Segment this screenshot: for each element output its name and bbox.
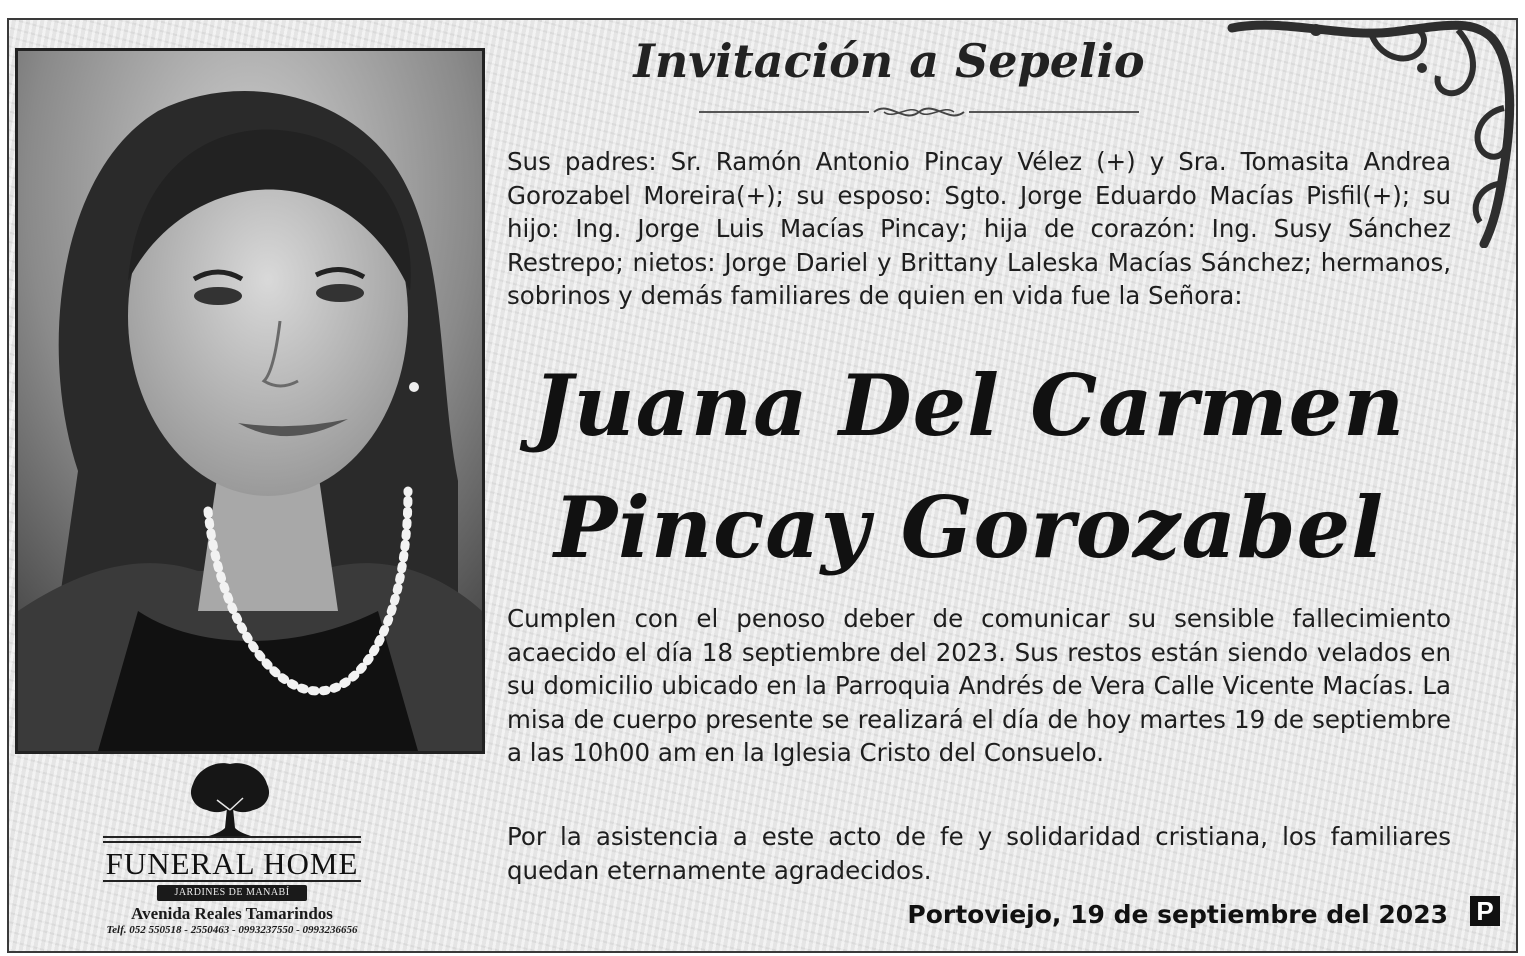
funeral-home-address: Avenida Reales Tamarindos (131, 904, 333, 923)
tree-icon (187, 758, 273, 838)
funeral-home-phones: Telf. 052 550518 - 2550463 - 0993237550 - 0993236656 (106, 924, 358, 936)
place-date: Portoviejo, 19 de septiembre del 2023 (907, 900, 1448, 929)
corner-ornament-icon (1222, 18, 1518, 248)
funeral-home-name: FUNERAL HOME (105, 846, 359, 881)
logo-rule-top (103, 836, 361, 838)
deceased-name-line1: Juana Del Carmen (532, 356, 1406, 455)
funeral-home-subtitle: JARDINES DE MANABÍ (157, 885, 307, 901)
portrait-image (18, 51, 482, 751)
logo-rule-top-thin (103, 841, 361, 843)
logo-rule-bottom (103, 880, 361, 882)
announcement-paragraph: Cumplen con el penoso deber de comunicar su sensible fallecimiento acaecido el día 18 septiembre del 2023. Sus restos están siendo velados en su domicilio ubicado en la Parroquia Andrés de Vera Calle Vicente Macías. La misa de cuerpo presente se realizará el día de hoy martes 19 de septiembre a las 10h00 am en la Iglesia Cristo del Consuelo. (507, 604, 1451, 767)
notice-title: Invitación a Sepelio (633, 34, 1145, 88)
thanks-paragraph: Por la asistencia a este acto de fe y solidaridad cristiana, los familiares quedan eternamente agradecidos. (507, 822, 1451, 885)
obituary-notice (7, 18, 1518, 953)
title-divider (699, 100, 1139, 124)
publisher-mark: P (1470, 896, 1500, 926)
portrait-photo (15, 48, 485, 754)
deceased-name-line2: Pincay Gorozabel (553, 478, 1385, 577)
family-intro-paragraph: Sus padres: Sr. Ramón Antonio Pincay Vélez (+) y Sra. Tomasita Andrea Gorozabel Moreira(+); su esposo: Sgto. Jorge Eduardo Macías Pisfil(+); su hijo: Ing. Jorge Luis Macías Pincay; hija de corazón: Ing. Susy Sánchez Restrepo; nietos: Jorge Dariel y Brittany Laleska Macías Sánchez; hermanos, sobrinos y demás familiares de quien en vida fue la Señora: (507, 147, 1451, 310)
funeral-home-logo (67, 758, 427, 938)
